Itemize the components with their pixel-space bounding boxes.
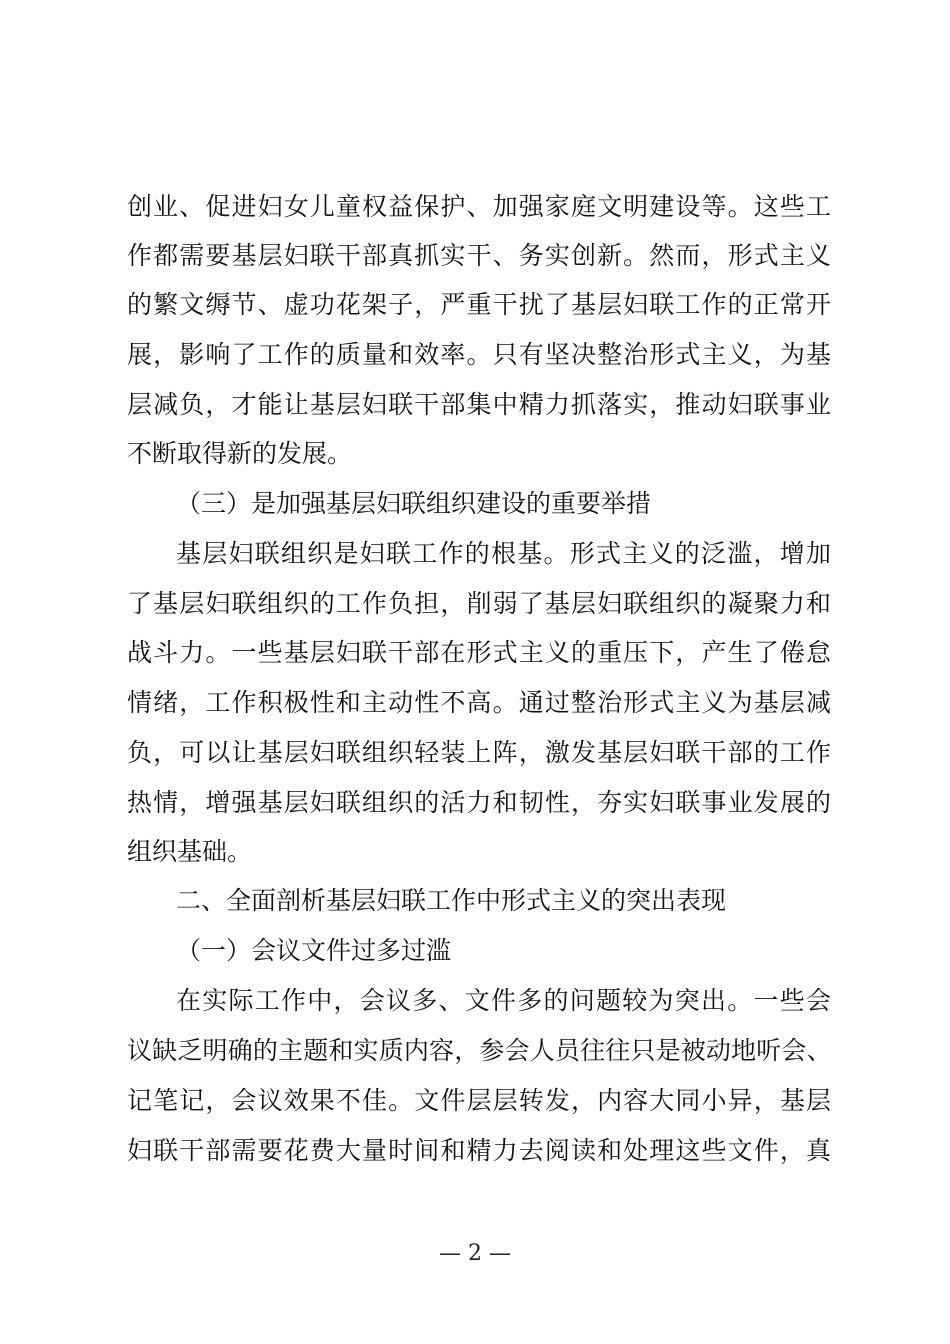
paragraph-line: 基层妇联组织是妇联工作的根基。形式主义的泛滥，增加	[176, 539, 831, 568]
paragraph-line: 作都需要基层妇联干部真抓实干、务实创新。然而，形式主义	[127, 241, 831, 270]
paragraph-line: 展，影响了工作的质量和效率。只有坚决整治形式主义，为基	[127, 340, 831, 369]
paragraph-line: 不断取得新的发展。	[127, 439, 353, 468]
paragraph-line: 层减负，才能让基层妇联干部集中精力抓落实，推动妇联事业	[127, 390, 831, 419]
paragraph-line: 战斗力。一些基层妇联干部在形式主义的重压下，产生了倦怠	[127, 638, 831, 667]
paragraph-line: 情绪，工作积极性和主动性不高。通过整治形式主义为基层减	[127, 688, 831, 717]
paragraph-line: 记笔记，会议效果不佳。文件层层转发，内容大同小异，基层	[127, 1086, 831, 1115]
subsection-heading: （三）是加强基层妇联组织建设的重要举措	[176, 489, 652, 518]
paragraph-line: 的繁文缛节、虚功花架子，严重干扰了基层妇联工作的正常开	[127, 290, 831, 319]
paragraph-line: 在实际工作中，会议多、文件多的问题较为突出。一些会	[176, 986, 831, 1015]
paragraph-line: 组织基础。	[127, 837, 253, 866]
paragraph-line: 妇联干部需要花费大量时间和精力去阅读和处理这些文件，真	[127, 1136, 831, 1165]
section-title: 二、全面剖析基层妇联工作中形式主义的突出表现	[176, 886, 727, 915]
page-number: — 2 —	[439, 1241, 511, 1266]
subsection-heading: （一）会议文件过多过滥	[176, 936, 452, 965]
paragraph-line: 了基层妇联组织的工作负担，削弱了基层妇联组织的凝聚力和	[127, 589, 831, 618]
paragraph-line: 创业、促进妇女儿童权益保护、加强家庭文明建设等。这些工	[127, 192, 831, 221]
paragraph-line: 议缺乏明确的主题和实质内容，参会人员往往只是被动地听会、	[127, 1036, 831, 1065]
paragraph-line: 热情，增强基层妇联组织的活力和韧性，夯实妇联事业发展的	[127, 788, 831, 817]
paragraph-line: 负，可以让基层妇联组织轻装上阵，激发基层妇联干部的工作	[127, 738, 831, 767]
